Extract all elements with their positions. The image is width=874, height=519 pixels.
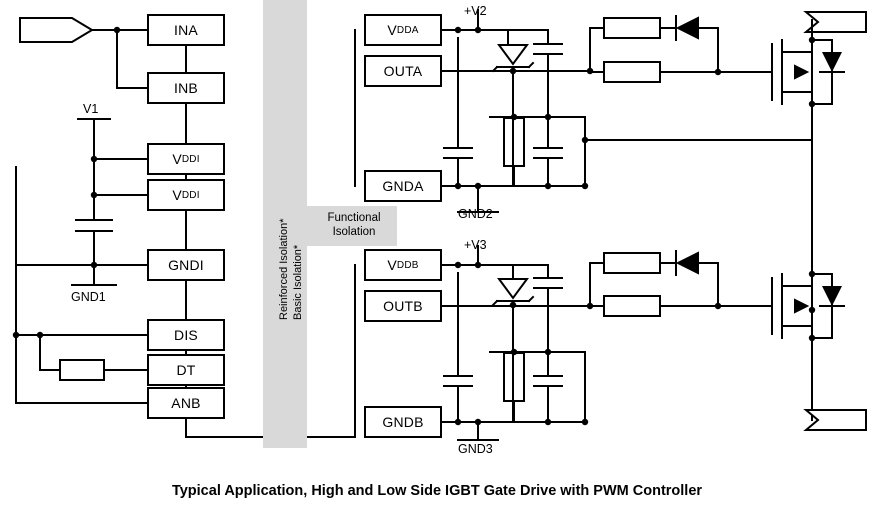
functional-isolation-line2: Isolation — [313, 225, 395, 239]
supply-v3-label: +V3 — [464, 238, 487, 252]
basic-isolation-label: Basic Isolation* — [292, 244, 304, 320]
pin-gnda[interactable] — [364, 170, 442, 202]
pin-vdda-label: V — [387, 22, 397, 38]
pin-gndb-label: GNDB — [382, 414, 424, 430]
functional-isolation-line1: Functional — [313, 211, 395, 225]
pin-outa[interactable] — [364, 55, 442, 87]
pin-outb-label: OUTB — [383, 298, 423, 314]
pin-vddi-1-sub: DDI — [181, 153, 200, 165]
pin-anb-label: ANB — [171, 395, 201, 411]
pin-ina-label: INA — [174, 22, 198, 38]
pin-vdda[interactable] — [364, 14, 442, 46]
pin-vddi-2-sub: DDI — [181, 189, 200, 201]
pin-gndb[interactable] — [364, 406, 442, 438]
supply-v2-label: +V2 — [464, 4, 487, 18]
input-connector — [20, 18, 92, 42]
pin-vddi-1-label: V — [172, 151, 182, 167]
pin-anb[interactable] — [147, 387, 225, 419]
pin-ina[interactable] — [147, 14, 225, 46]
pin-outa-label: OUTA — [383, 63, 423, 79]
pin-inb-label: INB — [174, 80, 198, 96]
pin-gnda-label: GNDA — [382, 178, 424, 194]
pin-vddi-2-label: V — [172, 187, 182, 203]
pin-vddb[interactable] — [364, 249, 442, 281]
pin-vdda-sub: DDA — [396, 24, 419, 36]
pin-dt-label: DT — [176, 362, 196, 378]
pin-dis-label: DIS — [174, 327, 198, 343]
pin-gndi-label: GNDI — [168, 257, 204, 273]
ground-gnd1-label: GND1 — [71, 290, 106, 304]
pin-gndi[interactable] — [147, 249, 225, 281]
pin-vddb-label: V — [387, 257, 397, 273]
pin-outb[interactable] — [364, 290, 442, 322]
reinforced-isolation-label: Reinforced Isolation* — [278, 218, 290, 320]
pin-vddb-sub: DDB — [396, 259, 419, 271]
pin-dis[interactable] — [147, 319, 225, 351]
ground-gnd2-label: GND2 — [458, 207, 493, 221]
figure-caption: Typical Application, High and Low Side IGBT Gate Drive with PWM Controller — [171, 483, 703, 499]
ground-gnd3-label: GND3 — [458, 442, 493, 456]
pin-inb[interactable] — [147, 72, 225, 104]
supply-v1-label: V1 — [83, 102, 99, 116]
pin-vddi-1[interactable] — [147, 143, 225, 175]
pin-vddi-2[interactable] — [147, 179, 225, 211]
pin-dt[interactable] — [147, 354, 225, 386]
